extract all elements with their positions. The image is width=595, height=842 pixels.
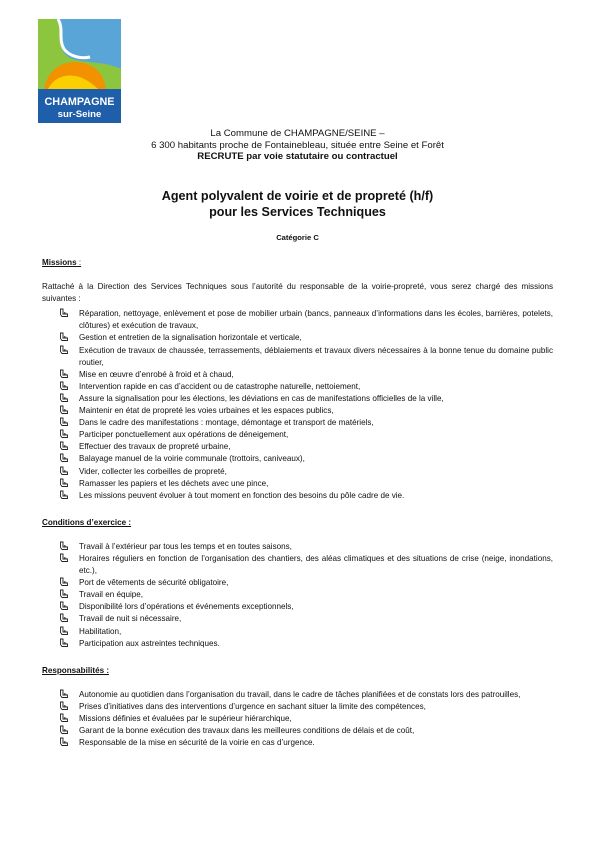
conditions-list [42,541,553,650]
responsabilites-heading: Responsabilités : [42,665,110,675]
list-item-text: Mise en œuvre d’enrobé à froid et à chaud, [79,369,234,379]
list-item [42,725,553,737]
list-item-text: Maintenir en état de propreté les voies urbaines et les espaces publics, [79,406,334,416]
hand-pointer-icon [59,393,69,403]
list-item [42,689,553,701]
list-item [42,381,553,393]
list-item [42,626,553,638]
hand-pointer-icon [59,466,69,476]
list-item-text: Prises d’initiatives dans des interventions d’urgence en sachant situer la limite des compétences, [79,701,426,711]
job-title [0,189,595,220]
hand-pointer-icon [59,429,69,439]
responsabilites-list [42,689,553,749]
hand-pointer-icon [59,441,69,451]
list-item-text: Autonomie au quotidien dans l’organisation du travail, dans le cadre de tâches planifiées et de constats lors des patrouilles, [79,689,521,699]
list-item [42,466,553,478]
list-item [42,701,553,713]
list-item [42,713,553,725]
list-item-text: Assure la signalisation pour les élections, les déviations en cas de manifestations officielles de la ville, [79,393,444,403]
list-item [42,737,553,749]
hand-pointer-icon [59,478,69,488]
recruitment-header [0,128,595,163]
job-title-line1: Agent polyvalent de voirie et de propreté (h/f) [161,189,434,203]
job-title-line2: pour les Services Techniques [209,204,386,219]
list-item [42,553,553,577]
list-item [42,417,553,429]
missions-heading-text: Missions [42,258,77,267]
list-item-text: Responsable de la mise en sécurité de la voirie en cas d’urgence. [79,738,315,748]
list-item-text: Garant de la bonne exécution des travaux dans les meilleures conditions de délais et de coût, [79,726,415,736]
list-item [42,541,553,553]
hand-pointer-icon [59,405,69,415]
logo-graphic [38,19,121,123]
list-item-text: Travail en équipe, [79,590,144,600]
header-line-commune: La Commune de CHAMPAGNE/SEINE – [210,128,385,139]
list-item [42,441,553,453]
list-item [42,478,553,490]
document-body [42,257,553,749]
hand-pointer-icon [59,638,69,648]
list-item-text: Port de vêtements de sécurité obligatoire, [79,578,229,588]
list-item-text: Participation aux astreintes techniques. [79,638,220,648]
list-item [42,429,553,441]
missions-heading-colon: : [76,258,82,267]
list-item-text: Disponibilité lors d’opérations et événements exceptionnels, [79,602,294,612]
list-item-text: Travail de nuit si nécessaire, [79,614,182,624]
hand-pointer-icon [59,613,69,623]
hand-pointer-icon [59,689,69,699]
list-item [42,405,553,417]
list-item [42,308,553,332]
list-item [42,589,553,601]
list-item [42,601,553,613]
hand-pointer-icon [59,553,69,563]
hand-pointer-icon [59,490,69,500]
job-category: Catégorie C [276,233,319,242]
missions-list [42,308,553,502]
hand-pointer-icon [59,626,69,636]
list-item-text: Missions définies et évaluées par le supérieur hiérarchique, [79,714,292,723]
list-item [42,638,553,650]
hand-pointer-icon [59,417,69,427]
hand-pointer-icon [59,308,69,318]
hand-pointer-icon [59,453,69,463]
header-line-habitants: 6 300 habitants proche de Fontainebleau, située entre Seine et Forêt [151,139,444,151]
list-item [42,393,553,405]
conditions-heading: Conditions d’exercice : [42,517,132,527]
list-item [42,490,553,502]
hand-pointer-icon [59,381,69,391]
hand-pointer-icon [59,725,69,735]
missions-heading [42,257,553,269]
list-item-text: Les missions peuvent évoluer à tout moment en fonction des besoins du pôle cadre de vie. [79,490,405,500]
missions-intro: Rattaché à la Direction des Services Techniques sous l’autorité du responsable de la voirie-propreté, vous serez chargé des missions suivantes : [42,282,553,304]
list-item-text: Dans le cadre des manifestations : montage, démontage et transport de matériels, [79,418,374,428]
list-item-text: Exécution de travaux de chaussée, terrassements, déblaiements et travaux divers nécessaires à la bonne tenue du domaine public routier, [79,345,553,367]
list-item [42,332,553,344]
hand-pointer-icon [59,332,69,342]
hand-pointer-icon [59,589,69,599]
hand-pointer-icon [59,345,69,355]
list-item [42,453,553,465]
list-item-text: Balayage manuel de la voirie communale (trottoirs, caniveaux), [79,454,305,464]
list-item-text: Ramasser les papiers et les déchets avec une pince, [79,478,269,488]
list-item-text: Réparation, nettoyage, enlèvement et pose de mobilier urbain (bancs, panneaux d’informations dans les écoles, barrières, potelets, clôtures) et exécution de travaux, [79,309,553,331]
list-item-text: Travail à l’extérieur par tous les temps et en toutes saisons, [79,541,292,551]
list-item-text: Habilitation, [79,626,122,636]
list-item-text: Effectuer des travaux de propreté urbaine, [79,442,231,452]
list-item [42,345,553,369]
hand-pointer-icon [59,369,69,379]
list-item-text: Horaires réguliers en fonction de l’organisation des chantiers, des aléas climatiques et des situations de crise (neige, inondations, etc.), [79,553,553,576]
list-item [42,369,553,381]
champagne-sur-seine-logo [38,19,121,123]
hand-pointer-icon [59,541,69,551]
hand-pointer-icon [59,577,69,587]
header-line-recrute: RECRUTE par voie statutaire ou contractuel [197,151,398,163]
list-item-text: Gestion et entretien de la signalisation horizontale et verticale, [79,333,302,343]
list-item [42,613,553,625]
logo-text-line1: CHAMPAGNE [44,96,115,108]
list-item-text: Participer ponctuellement aux opérations de déneigement, [79,430,289,440]
logo-text-line2: sur-Seine [57,109,102,120]
hand-pointer-icon [59,713,69,723]
list-item-text: Vider, collecter les corbeilles de propreté, [79,466,227,476]
hand-pointer-icon [59,737,69,747]
list-item [42,577,553,589]
hand-pointer-icon [59,601,69,611]
hand-pointer-icon [59,701,69,711]
list-item-text: Intervention rapide en cas d’accident ou de catastrophe naturelle, nettoiement, [79,381,361,391]
